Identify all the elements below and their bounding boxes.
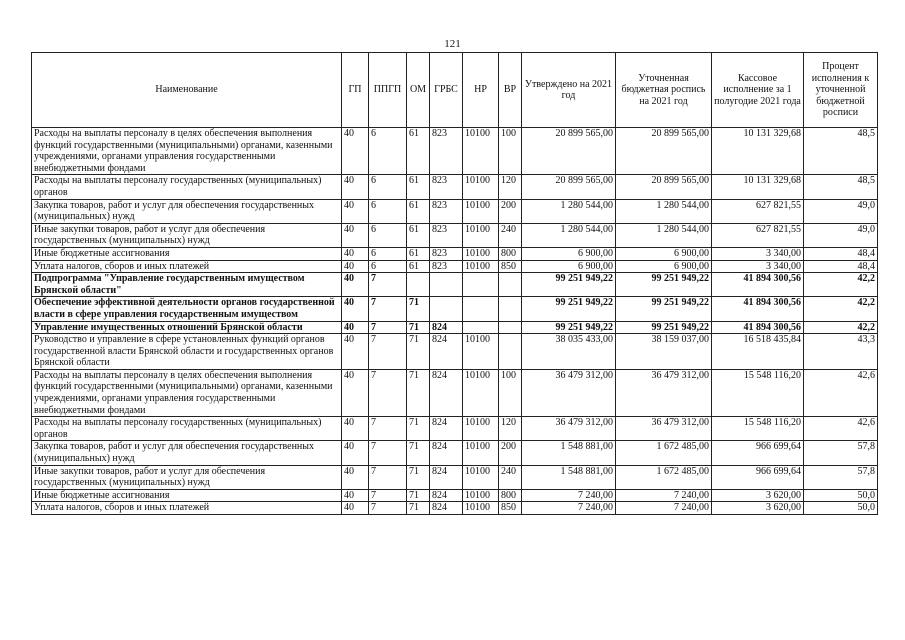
cell-cash: 15 548 116,20 [712,369,804,416]
cell-grbs: 824 [430,489,463,502]
table-row [32,247,878,260]
cell-grbs [430,297,463,321]
table-row [32,465,878,489]
header-grbs: ГРБС [430,53,463,128]
cell-percent: 42,2 [804,297,878,321]
cell-vr: 200 [499,199,522,223]
cell-om: 61 [407,175,430,199]
cell-gp: 40 [342,199,369,223]
cell-vr: 850 [499,260,522,273]
cell-om: 71 [407,502,430,515]
cell-name: Иные закупки товаров, работ и услуг для обеспечения государственных (муниципальных) нужд [32,223,342,247]
cell-grbs: 824 [430,321,463,334]
cell-name: Расходы на выплаты персоналу государственных (муниципальных) органов [32,417,342,441]
cell-approved: 99 251 949,22 [522,273,616,297]
cell-cash: 10 131 329,68 [712,128,804,175]
header-refined: Уточненная бюджетная роспись на 2021 год [616,53,712,128]
cell-gp: 40 [342,128,369,175]
table-row [32,369,878,416]
cell-vr: 800 [499,489,522,502]
cell-vr: 850 [499,502,522,515]
table-header-row [32,53,878,128]
cell-percent: 42,6 [804,369,878,416]
cell-approved: 1 280 544,00 [522,223,616,247]
cell-np: 10100 [463,128,499,175]
table-row [32,260,878,273]
cell-np: 10100 [463,369,499,416]
cell-om: 71 [407,297,430,321]
cell-cash: 41 894 300,56 [712,321,804,334]
cell-np: 10100 [463,199,499,223]
cell-approved: 1 280 544,00 [522,199,616,223]
cell-percent: 48,5 [804,175,878,199]
cell-name: Иные бюджетные ассигнования [32,247,342,260]
cell-percent: 50,0 [804,502,878,515]
table-row [32,417,878,441]
cell-refined: 99 251 949,22 [616,297,712,321]
cell-ppgp: 7 [369,502,407,515]
cell-name: Иные закупки товаров, работ и услуг для обеспечения государственных (муниципальных) нужд [32,465,342,489]
cell-om [407,273,430,297]
cell-cash: 3 340,00 [712,260,804,273]
cell-name: Руководство и управление в сфере установленных функций органов государственной власти Брянской области и государственных органов Брянской области [32,334,342,370]
cell-vr: 120 [499,417,522,441]
cell-refined: 20 899 565,00 [616,175,712,199]
cell-om: 61 [407,223,430,247]
cell-approved: 36 479 312,00 [522,369,616,416]
cell-cash: 10 131 329,68 [712,175,804,199]
cell-np: 10100 [463,465,499,489]
cell-grbs: 823 [430,223,463,247]
cell-om: 71 [407,489,430,502]
cell-refined: 6 900,00 [616,260,712,273]
cell-np [463,273,499,297]
cell-name: Расходы на выплаты персоналу в целях обеспечения выполнения функций государственными (муниципальными) органами, казенными учреждениями, органами управления государственными внебюджетными фондами [32,369,342,416]
cell-vr [499,334,522,370]
header-cash: Кассовое исполнение за 1 полугодие 2021 года [712,53,804,128]
cell-om: 71 [407,465,430,489]
cell-grbs: 824 [430,465,463,489]
cell-grbs: 823 [430,128,463,175]
cell-np: 10100 [463,334,499,370]
cell-np: 10100 [463,417,499,441]
cell-om: 71 [407,321,430,334]
cell-percent: 57,8 [804,465,878,489]
cell-ppgp: 7 [369,489,407,502]
cell-grbs: 823 [430,199,463,223]
cell-gp: 40 [342,502,369,515]
cell-cash: 3 340,00 [712,247,804,260]
cell-percent: 42,2 [804,273,878,297]
cell-approved: 7 240,00 [522,502,616,515]
cell-cash: 627 821,55 [712,223,804,247]
cell-ppgp: 7 [369,369,407,416]
cell-name: Уплата налогов, сборов и иных платежей [32,260,342,273]
table-row [32,175,878,199]
header-np: НР [463,53,499,128]
cell-gp: 40 [342,223,369,247]
cell-name: Закупка товаров, работ и услуг для обеспечения государственных (муниципальных) нужд [32,441,342,465]
cell-approved: 38 035 433,00 [522,334,616,370]
cell-grbs: 824 [430,417,463,441]
cell-percent: 42,2 [804,321,878,334]
cell-vr [499,297,522,321]
cell-approved: 1 548 881,00 [522,441,616,465]
cell-refined: 1 280 544,00 [616,199,712,223]
cell-refined: 1 672 485,00 [616,441,712,465]
cell-ppgp: 6 [369,128,407,175]
cell-ppgp: 6 [369,260,407,273]
cell-ppgp: 7 [369,321,407,334]
cell-cash: 966 699,64 [712,465,804,489]
cell-ppgp: 7 [369,417,407,441]
cell-name: Обеспечение эффективной деятельности органов государственной власти в сфере управления государственным имуществом [32,297,342,321]
cell-percent: 43,3 [804,334,878,370]
header-vr: ВР [499,53,522,128]
cell-gp: 40 [342,334,369,370]
cell-np: 10100 [463,223,499,247]
cell-ppgp: 6 [369,199,407,223]
cell-gp: 40 [342,297,369,321]
cell-percent: 49,0 [804,199,878,223]
cell-cash: 3 620,00 [712,489,804,502]
cell-om: 71 [407,334,430,370]
cell-vr: 200 [499,441,522,465]
cell-percent: 57,8 [804,441,878,465]
cell-cash: 41 894 300,56 [712,297,804,321]
cell-refined: 20 899 565,00 [616,128,712,175]
page-number: 121 [444,38,461,50]
cell-vr [499,273,522,297]
cell-approved: 6 900,00 [522,260,616,273]
cell-ppgp: 7 [369,334,407,370]
cell-approved: 99 251 949,22 [522,297,616,321]
cell-grbs: 824 [430,441,463,465]
cell-np: 10100 [463,441,499,465]
cell-percent: 48,4 [804,260,878,273]
cell-ppgp: 7 [369,273,407,297]
table-row [32,334,878,370]
cell-grbs [430,273,463,297]
cell-gp: 40 [342,417,369,441]
table-row [32,199,878,223]
cell-refined: 38 159 037,00 [616,334,712,370]
cell-np: 10100 [463,502,499,515]
cell-om: 71 [407,441,430,465]
cell-refined: 99 251 949,22 [616,273,712,297]
cell-gp: 40 [342,321,369,334]
cell-refined: 6 900,00 [616,247,712,260]
cell-grbs: 824 [430,502,463,515]
cell-gp: 40 [342,260,369,273]
table-row [32,489,878,502]
cell-vr: 100 [499,369,522,416]
cell-ppgp: 7 [369,297,407,321]
cell-name: Расходы на выплаты персоналу в целях обеспечения выполнения функций государственными (муниципальными) органами, казенными учреждениями, органами управления государственными внебюджетными фондами [32,128,342,175]
cell-np: 10100 [463,489,499,502]
table-row [32,273,878,297]
table-row [32,441,878,465]
cell-approved: 20 899 565,00 [522,175,616,199]
table-row [32,128,878,175]
cell-name: Уплата налогов, сборов и иных платежей [32,502,342,515]
cell-om: 71 [407,417,430,441]
cell-grbs: 823 [430,247,463,260]
cell-approved: 6 900,00 [522,247,616,260]
cell-name: Закупка товаров, работ и услуг для обеспечения государственных (муниципальных) нужд [32,199,342,223]
cell-ppgp: 6 [369,175,407,199]
cell-percent: 48,5 [804,128,878,175]
cell-cash: 16 518 435,84 [712,334,804,370]
table-row [32,223,878,247]
header-om: ОМ [407,53,430,128]
cell-approved: 99 251 949,22 [522,321,616,334]
cell-np: 10100 [463,247,499,260]
cell-name: Управление имущественных отношений Брянской области [32,321,342,334]
cell-refined: 99 251 949,22 [616,321,712,334]
cell-vr: 100 [499,128,522,175]
cell-name: Подпрограмма "Управление государственным имуществом Брянской области" [32,273,342,297]
cell-approved: 20 899 565,00 [522,128,616,175]
cell-name: Иные бюджетные ассигнования [32,489,342,502]
cell-ppgp: 6 [369,223,407,247]
cell-vr: 800 [499,247,522,260]
cell-approved: 36 479 312,00 [522,417,616,441]
cell-cash: 41 894 300,56 [712,273,804,297]
cell-refined: 1 280 544,00 [616,223,712,247]
cell-cash: 15 548 116,20 [712,417,804,441]
cell-refined: 7 240,00 [616,502,712,515]
cell-np [463,297,499,321]
cell-ppgp: 6 [369,247,407,260]
cell-percent: 42,6 [804,417,878,441]
header-name: Наименование [32,53,342,128]
cell-cash: 3 620,00 [712,502,804,515]
table-body [32,128,878,515]
cell-refined: 36 479 312,00 [616,369,712,416]
header-percent: Процент исполнения к уточненной бюджетной росписи [804,53,878,128]
cell-om: 61 [407,247,430,260]
cell-refined: 7 240,00 [616,489,712,502]
cell-om: 71 [407,369,430,416]
cell-om: 61 [407,260,430,273]
cell-refined: 36 479 312,00 [616,417,712,441]
cell-name: Расходы на выплаты персоналу государственных (муниципальных) органов [32,175,342,199]
cell-om: 61 [407,128,430,175]
cell-vr [499,321,522,334]
cell-grbs: 823 [430,260,463,273]
cell-gp: 40 [342,465,369,489]
budget-table [31,52,878,515]
cell-vr: 240 [499,465,522,489]
cell-approved: 7 240,00 [522,489,616,502]
cell-grbs: 824 [430,334,463,370]
cell-percent: 49,0 [804,223,878,247]
cell-gp: 40 [342,369,369,416]
cell-approved: 1 548 881,00 [522,465,616,489]
cell-gp: 40 [342,441,369,465]
cell-gp: 40 [342,273,369,297]
cell-refined: 1 672 485,00 [616,465,712,489]
cell-grbs: 824 [430,369,463,416]
table-row [32,297,878,321]
header-approved: Утверждено на 2021 год [522,53,616,128]
header-ppgp: ППГП [369,53,407,128]
table-row [32,321,878,334]
header-gp: ГП [342,53,369,128]
cell-gp: 40 [342,247,369,260]
cell-ppgp: 7 [369,441,407,465]
cell-percent: 50,0 [804,489,878,502]
cell-np: 10100 [463,175,499,199]
cell-cash: 627 821,55 [712,199,804,223]
cell-cash: 966 699,64 [712,441,804,465]
cell-gp: 40 [342,489,369,502]
cell-percent: 48,4 [804,247,878,260]
cell-om: 61 [407,199,430,223]
cell-ppgp: 7 [369,465,407,489]
cell-gp: 40 [342,175,369,199]
cell-vr: 240 [499,223,522,247]
cell-grbs: 823 [430,175,463,199]
cell-vr: 120 [499,175,522,199]
table-row [32,502,878,515]
cell-np: 10100 [463,260,499,273]
cell-np [463,321,499,334]
